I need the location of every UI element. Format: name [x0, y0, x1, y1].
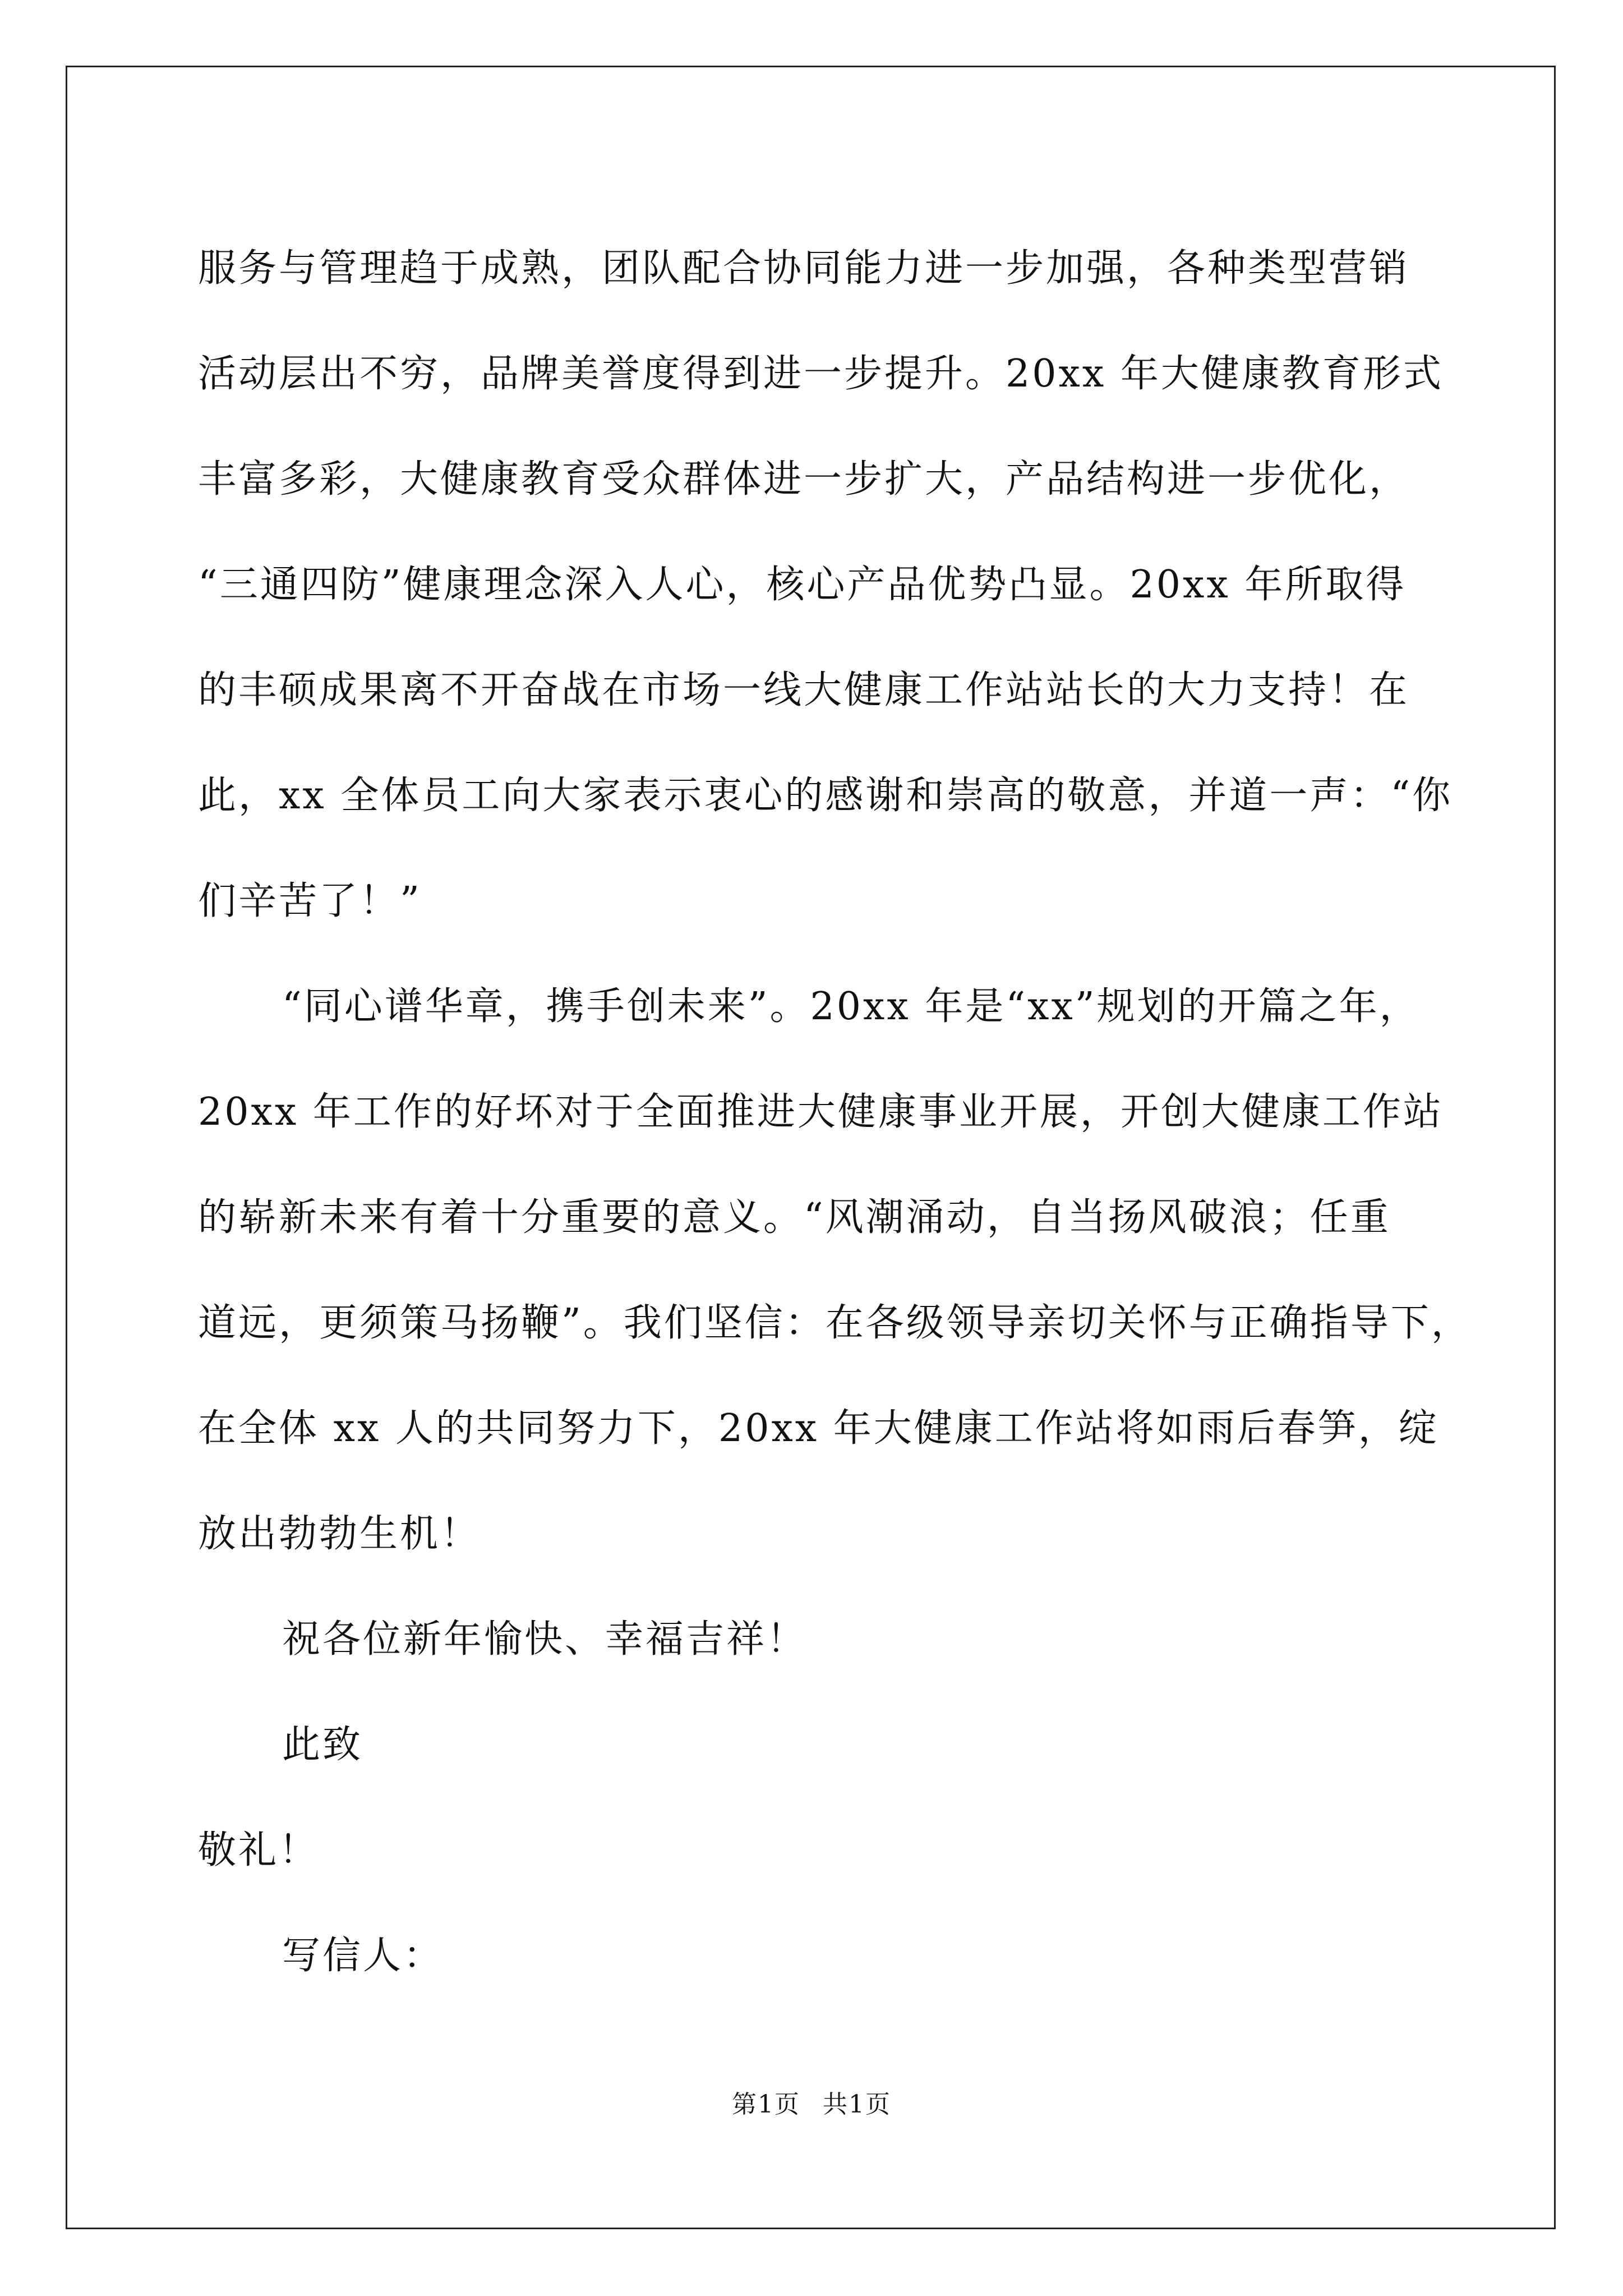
greeting-line: 祝各位新年愉快、幸福吉祥！	[282, 1617, 808, 1662]
total-pages: 共1页	[823, 2090, 891, 2119]
salutation-line: 敬礼！	[198, 1828, 320, 1872]
page-footer	[0, 2084, 1623, 2120]
paragraph-line: 道远，更须策马扬鞭”。我们坚信：在各级领导亲切关怀与正确指导下，	[198, 1301, 1472, 1345]
paragraph-line: “同心谱华章，携手创未来”。20xx 年是“xx”规划的开篇之年，	[282, 984, 1420, 1029]
paragraph-line: 的丰硕成果离不开奋战在市场一线大健康工作站站长的大力支持！在	[198, 668, 1410, 712]
signature-line: 写信人：	[282, 1934, 444, 1978]
letter-body	[198, 216, 1472, 2009]
page-number: 第1页	[732, 2090, 800, 2119]
paragraph-line: 20xx 年工作的好坏对于全面推进大健康事业开展，开创大健康工作站	[198, 1090, 1444, 1134]
paragraph-line: 放出勃勃生机！	[198, 1512, 481, 1556]
closing-line: 此致	[282, 1723, 363, 1767]
paragraph-line: 丰富多彩，大健康教育受众群体进一步扩大，产品结构进一步优化，	[198, 457, 1410, 501]
paragraph-line: 服务与管理趋于成熟，团队配合协同能力进一步加强，各种类型营销	[198, 246, 1410, 291]
paragraph-line: 们辛苦了！”	[198, 879, 422, 923]
paragraph-line: 的崭新未来有着十分重要的意义。“风潮涌动，自当扬风破浪；任重	[198, 1195, 1391, 1240]
paragraph-line: 在全体 xx 人的共同努力下，20xx 年大健康工作站将如雨后春笋，绽	[198, 1406, 1439, 1451]
paragraph-line: “三通四防”健康理念深入人心，核心产品优势凸显。20xx 年所取得	[198, 563, 1407, 607]
paragraph-line: 此，xx 全体员工向大家表示衷心的感谢和崇高的敬意，并道一声：“你	[198, 774, 1453, 818]
paragraph-line: 活动层出不穷，品牌美誉度得到进一步提升。20xx 年大健康教育形式	[198, 352, 1444, 396]
